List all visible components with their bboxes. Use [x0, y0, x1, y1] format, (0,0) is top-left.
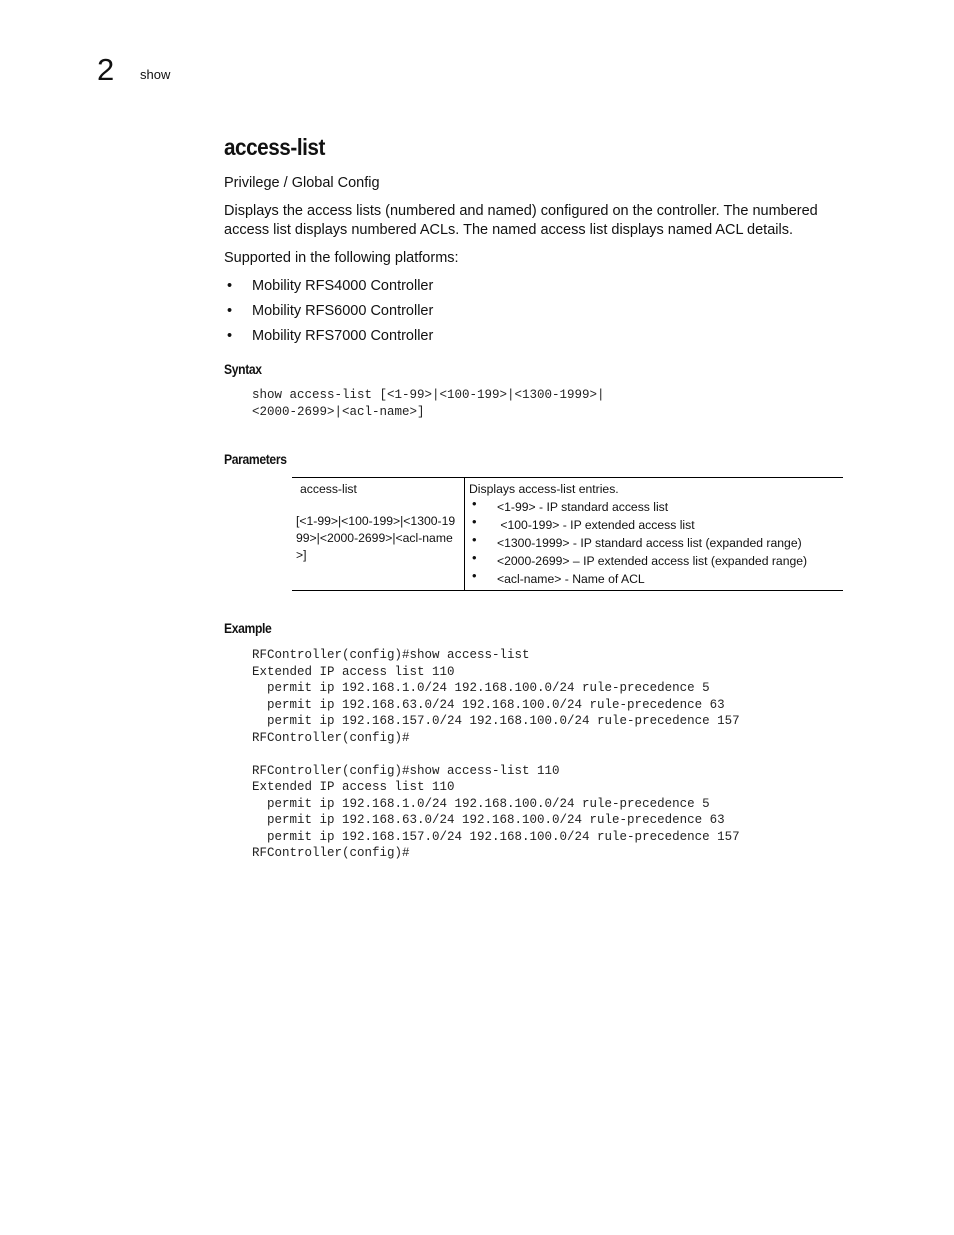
syntax-code: show access-list [<1-99>|<100-199>|<1300-1999>| <2000-2699>|<acl-name>] — [252, 388, 605, 419]
parameter-values: [<1-99>|<100-199>|<1300-1999>|<2000-2699>|<acl-name>] — [296, 514, 456, 562]
parameter-options — [469, 498, 839, 588]
syntax-heading: Syntax — [224, 362, 262, 377]
page-content — [224, 132, 844, 862]
command-description: Displays the access lists (numbered and named) configured on the controller. The numbered access list displays numbered ACLs. The named access list displays named ACL details. — [224, 203, 818, 238]
platform-label: Mobility RFS4000 Controller — [252, 278, 434, 294]
platform-label: Mobility RFS7000 Controller — [252, 328, 434, 344]
bullet-icon: • — [472, 568, 477, 583]
platform-item — [224, 324, 844, 349]
option-label: <acl-name> - Name of ACL — [497, 572, 645, 586]
platform-label: Mobility RFS6000 Controller — [252, 303, 434, 319]
option-label: <100-199> - IP extended access list — [497, 518, 695, 532]
bullet-icon: • — [227, 328, 233, 344]
platform-list — [224, 274, 844, 349]
option-label: <1300-1999> - IP standard access list (expanded range) — [497, 536, 802, 550]
list-item — [469, 516, 839, 534]
parameters-heading: Parameters — [224, 452, 287, 467]
bullet-icon: • — [472, 496, 477, 511]
supported-platforms-intro: Supported in the following platforms: — [224, 250, 459, 266]
parameters-table — [292, 477, 843, 591]
parameter-cell — [292, 478, 465, 591]
list-item — [469, 498, 839, 516]
chapter-number: 2 — [97, 52, 115, 87]
command-mode: Privilege / Global Config — [224, 175, 380, 191]
bullet-icon: • — [227, 278, 233, 294]
bullet-icon: • — [472, 550, 477, 565]
platform-item — [224, 274, 844, 299]
table-row — [292, 478, 843, 591]
chapter-name: show — [140, 67, 171, 82]
parameter-description-cell — [465, 478, 844, 591]
bullet-icon: • — [472, 532, 477, 547]
bullet-icon: • — [227, 303, 233, 319]
list-item — [469, 570, 839, 588]
list-item — [469, 534, 839, 552]
parameter-name: access-list — [300, 482, 357, 496]
bullet-icon: • — [472, 514, 477, 529]
list-item — [469, 552, 839, 570]
example-code: RFController(config)#show access-list Extended IP access list 110 permit ip 192.168.1.0/24 192.168.100.0/24 rule-precedence 5 permit ip 192.168.63.0/24 192.168.100.0/24 rule-precedence 63 permit ip 192.168.157.0/24 192.168.100.0/24 rule-precedence 157 RFController(config)# RFController(config)#show access-list 110 Extended IP access list 110 permit ip 192.168.1.0/24 192.168.100.0/24 rule-precedence 5 permit ip 192.168.63.0/24 192.168.100.0/24 rule-precedence 63 permit ip 192.168.157.0/24 192.168.100.0/24 rule-precedence 157 RFController(config)# — [252, 648, 740, 860]
option-label: <1-99> - IP standard access list — [497, 500, 669, 514]
page-title: access-list — [224, 134, 325, 160]
platform-item — [224, 299, 844, 324]
example-heading: Example — [224, 621, 272, 636]
option-label: <2000-2699> – IP extended access list (expanded range) — [497, 554, 808, 568]
parameter-description: Displays access-list entries. — [469, 482, 619, 496]
